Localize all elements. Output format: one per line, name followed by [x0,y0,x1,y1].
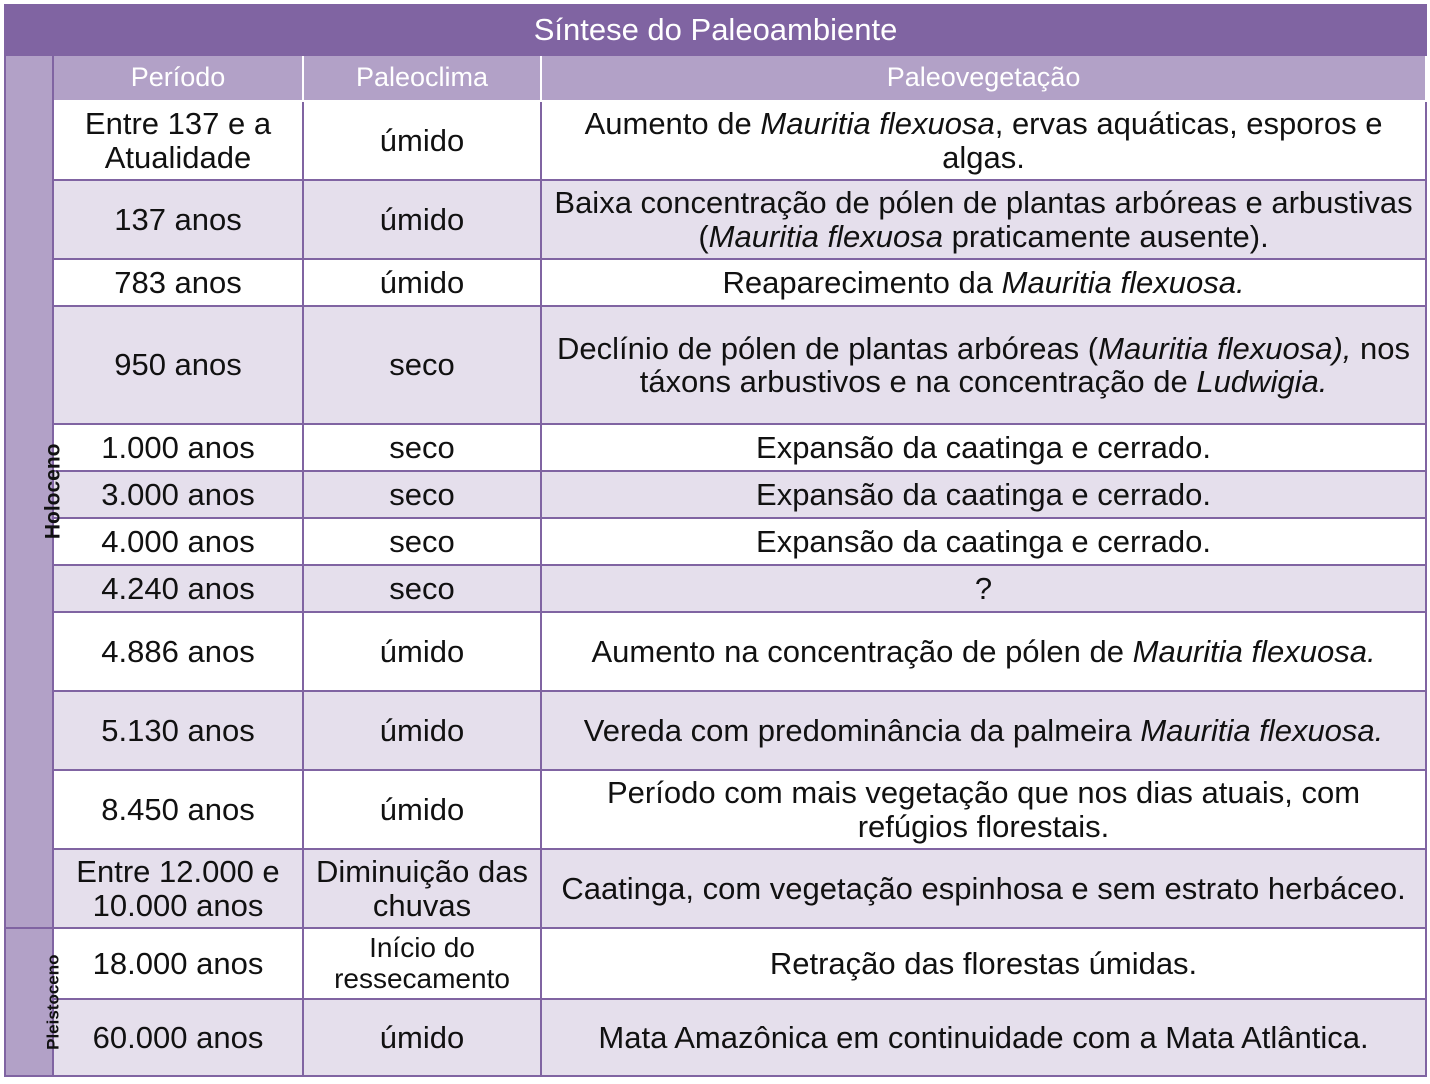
period-cell: 4.886 anos [53,612,303,691]
species-name: Mauritia flexuosa. [1140,712,1384,748]
table-row [5,471,1426,518]
vegetation-cell [541,471,1426,518]
vegetation-text: Mata Amazônica em continuidade com a Mata Atlântica. [598,1019,1369,1055]
vegetation-text: nos táxons arbustivos e na concentração de [639,330,1411,399]
table-row [5,849,1426,928]
vegetation-cell [541,691,1426,770]
period-cell: Entre 137 e a Atualidade [53,101,303,180]
header-paleovegetacao: Paleovegetação [541,55,1426,101]
header-periodo: Período [53,55,303,101]
table-row [5,770,1426,849]
vegetation-text: Reaparecimento da [722,264,1002,300]
period-cell: 18.000 anos [53,928,303,999]
species-name: Mauritia flexuosa. [1001,264,1245,300]
period-cell: 4.240 anos [53,565,303,612]
species-name: Mauritia flexuosa. [1132,633,1376,669]
climate-cell: seco [303,471,541,518]
climate-cell: úmido [303,612,541,691]
table-row [5,424,1426,471]
vegetation-cell [541,770,1426,849]
period-cell: 137 anos [53,180,303,259]
vegetation-text: Expansão da caatinga e cerrado. [756,476,1211,512]
species-name: Mauritia flexuosa [708,218,943,254]
climate-cell: úmido [303,101,541,180]
species-name: Mauritia flexuosa [760,106,995,142]
table-row [5,180,1426,259]
vegetation-text: Expansão da caatinga e cerrado. [756,429,1211,465]
vegetation-text: Vereda com predominância da palmeira [583,712,1141,748]
era-pleistoceno-text: Pleistoceno [43,954,63,1050]
table-row [5,259,1426,306]
paleoenvironment-table [4,4,1427,1077]
climate-cell: úmido [303,770,541,849]
table-row [5,999,1426,1076]
vegetation-text: Aumento de [584,106,761,142]
vegetation-text: Período com mais vegetação que nos dias atuais, com refúgios florestais. [607,775,1361,844]
table-row [5,565,1426,612]
period-cell: 4.000 anos [53,518,303,565]
vegetation-cell [541,565,1426,612]
vegetation-cell [541,999,1426,1076]
period-cell: 1.000 anos [53,424,303,471]
table-row [5,518,1426,565]
climate-cell: úmido [303,259,541,306]
table-row [5,928,1426,999]
vegetation-cell [541,518,1426,565]
era-label-pleistoceno [5,928,63,1076]
vegetation-text: Declínio de pólen de plantas arbóreas ( [557,330,1099,366]
vegetation-cell [541,101,1426,180]
era-holoceno-text: Holoceno [41,443,65,540]
vegetation-cell [541,849,1426,928]
table-row [5,101,1426,180]
climate-cell: Diminuição das chuvas [303,849,541,928]
vegetation-cell [541,424,1426,471]
vegetation-text: Caatinga, com vegetação espinhosa e sem estrato herbáceo. [561,870,1406,906]
vegetation-text: Aumento na concentração de pólen de [591,633,1133,669]
period-cell: 60.000 anos [53,999,303,1076]
period-cell: 950 anos [53,306,303,424]
climate-cell: seco [303,565,541,612]
vegetation-cell [541,928,1426,999]
vegetation-cell [541,306,1426,424]
vegetation-cell [541,259,1426,306]
climate-cell: seco [303,424,541,471]
vegetation-text: praticamente ausente). [943,218,1269,254]
period-cell: Entre 12.000 e 10.000 anos [53,849,303,928]
climate-cell: Início do ressecamento [303,928,541,999]
vegetation-text: , ervas aquáticas, esporos e algas. [942,106,1383,175]
table-row [5,612,1426,691]
vegetation-text: Expansão da caatinga e cerrado. [756,523,1211,559]
vegetation-cell [541,612,1426,691]
era-label-holoceno [5,55,65,928]
vegetation-text: Retração das florestas úmidas. [769,945,1198,981]
period-cell: 3.000 anos [53,471,303,518]
species-name: Mauritia flexuosa), [1098,330,1352,366]
climate-cell: úmido [303,999,541,1076]
climate-cell: úmido [303,180,541,259]
species-name: Ludwigia. [1196,364,1328,399]
table-row [5,306,1426,424]
vegetation-cell [541,180,1426,259]
period-cell: 8.450 anos [53,770,303,849]
vegetation-text: Baixa concentração de pólen de plantas arbóreas e arbustivas ( [554,185,1413,254]
climate-cell: úmido [303,691,541,770]
header-paleoclima: Paleoclima [303,55,541,101]
period-cell: 783 anos [53,259,303,306]
climate-cell: seco [303,518,541,565]
table-row [5,691,1426,770]
vegetation-text: ? [974,570,993,606]
period-cell: 5.130 anos [53,691,303,770]
paleoenvironment-table-container [4,4,1425,1077]
table-title: Síntese do Paleoambiente [5,5,1426,55]
climate-cell: seco [303,306,541,424]
